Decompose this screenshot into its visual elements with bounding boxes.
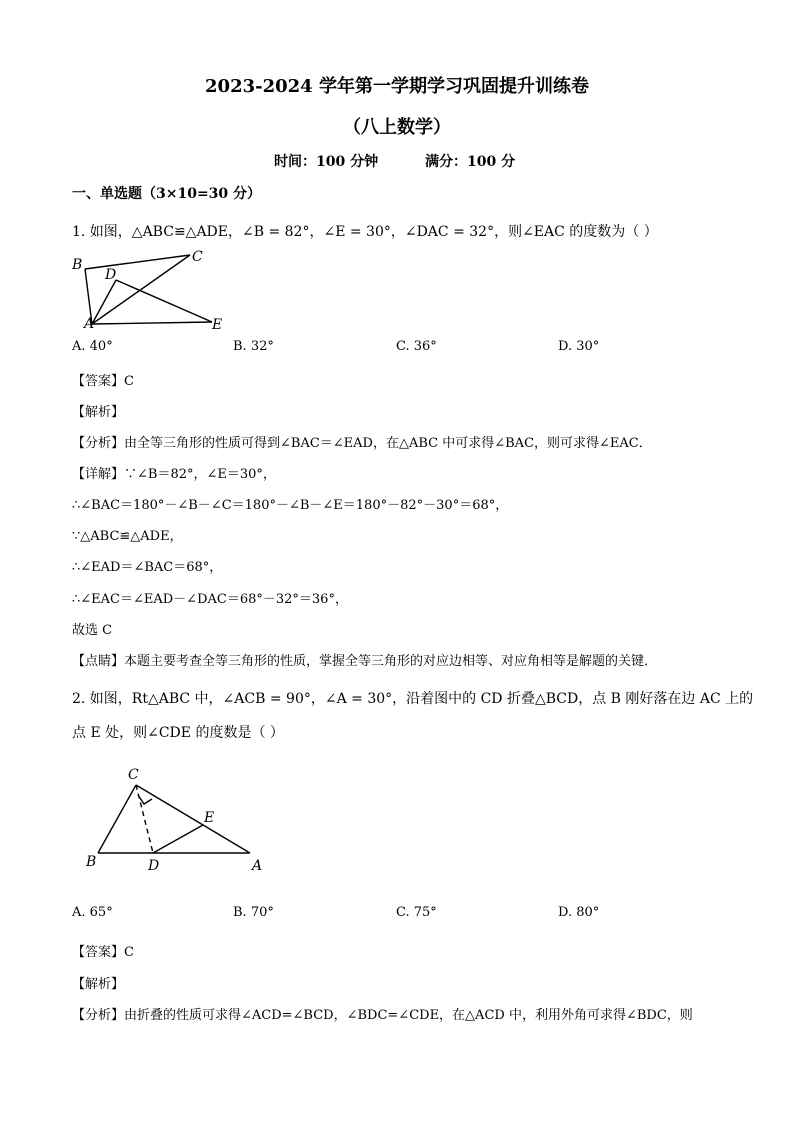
fig2-label-d: D <box>148 858 160 874</box>
question-2-figure <box>80 762 270 877</box>
fig2-label-e: E <box>204 810 215 826</box>
fig1-label-d: D <box>105 267 117 283</box>
q1-detail-line: 故选 C <box>72 623 113 638</box>
q2-option-b: B. 70° <box>233 905 274 920</box>
q1-detail-line: ∵△ABC≌△ADE， <box>72 529 183 544</box>
section-heading: 一、单选题（3×10=30 分） <box>72 186 262 202</box>
paper-title: 2023-2024 学年第一学期学习巩固提升训练卷 <box>205 76 589 97</box>
fig2-label-c: C <box>128 767 139 783</box>
q1-option-b: B. 32° <box>233 339 274 354</box>
q2-answer: 【答案】C <box>72 945 134 960</box>
fig1-label-e: E <box>212 317 223 333</box>
q2-option-a: A. 65° <box>72 905 113 920</box>
q1-answer: 【答案】C <box>72 374 134 389</box>
q2-option-c: C. 75° <box>396 905 437 920</box>
fig1-label-a: A <box>84 316 95 332</box>
q1-option-c: C. 36° <box>396 339 437 354</box>
q1-detail-line: ∴∠BAC＝180°－∠B－∠C＝180°－∠B－∠E＝180°－82°－30°＝68°， <box>72 498 509 513</box>
paper-subtitle: （八上数学） <box>343 117 451 138</box>
fig1-label-b: B <box>72 257 83 273</box>
fig1-label-c: C <box>192 249 203 265</box>
fig2-label-b: B <box>86 854 97 870</box>
question-2-stem-line2: 点 E 处，则∠CDE 的度数是（ ） <box>72 725 284 741</box>
time-limit: 时间：100 分钟 <box>274 154 379 170</box>
q1-analysis: 【分析】由全等三角形的性质可得到∠BAC＝∠EAD，在△ABC 中可求得∠BAC，则可求得∠EAC． <box>72 436 652 451</box>
question-1-stem: 1. 如图，△ABC≌△ADE，∠B = 82°，∠E = 30°，∠DAC = 32°，则∠EAC 的度数为（ ） <box>72 224 658 240</box>
q1-detail-line: ∴∠EAC＝∠EAD－∠DAC＝68°－32°＝36°， <box>72 592 348 607</box>
q2-analysis: 【分析】由折叠的性质可求得∠ACD=∠BCD，∠BDC=∠CDE，在△ACD 中，利用外角可求得∠BDC，则 <box>72 1008 693 1023</box>
q2-option-d: D. 80° <box>558 905 600 920</box>
q1-option-d: D. 30° <box>558 339 600 354</box>
q1-detail-line: ∴∠EAD＝∠BAC＝68°， <box>72 560 223 575</box>
question-2-stem-line1: 2. 如图，Rt△ABC 中，∠ACB = 90°，∠A = 30°，沿着图中的 CD 折叠△BCD，点 B 刚好落在边 AC 上的 <box>72 691 754 707</box>
q1-detail-line: 【详解】∵∠B＝82°，∠E＝30°， <box>72 467 276 482</box>
q1-jiexi-label: 【解析】 <box>72 405 125 420</box>
q2-jiexi-label: 【解析】 <box>72 977 125 992</box>
full-score: 满分：100 分 <box>425 154 516 170</box>
q1-option-a: A. 40° <box>72 339 113 354</box>
question-1-figure <box>70 244 240 334</box>
fig2-label-a: A <box>252 858 263 874</box>
q1-comment: 【点睛】本题主要考查全等三角形的性质，掌握全等三角形的对应边相等、对应角相等是解题的关键． <box>72 654 658 669</box>
